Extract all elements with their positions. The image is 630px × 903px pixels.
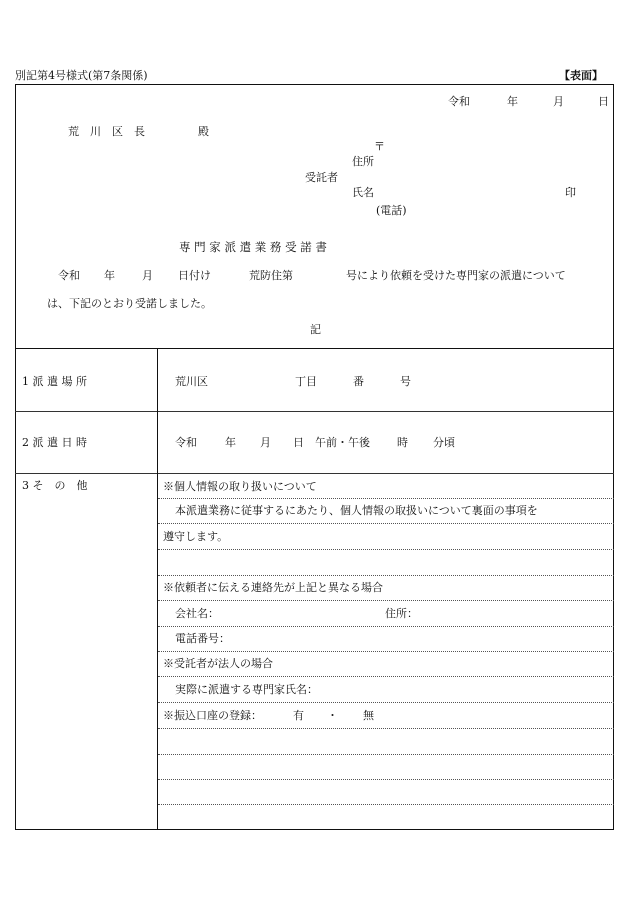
body-month: 月	[142, 269, 153, 282]
row-divider-1	[15, 411, 614, 412]
row-divider-2	[15, 473, 614, 474]
privacy-heading: ※個人情報の取り扱いについて	[163, 480, 317, 493]
form-frame	[15, 84, 614, 830]
dotted-rule	[158, 779, 614, 780]
datetime-month: 月	[260, 436, 271, 449]
contact-phone-label: 電話番号：	[175, 632, 230, 645]
place-label: 1 派 遣 場 所	[22, 375, 87, 388]
body-rest1: 号により依頼を受けた専門家の派遣について	[346, 269, 566, 282]
dotted-rule	[158, 754, 614, 755]
datetime-day: 日	[293, 436, 304, 449]
contractor-label: 受託者	[305, 171, 338, 184]
name-label: 氏名	[352, 186, 374, 199]
bank-label: ※振込口座の登録：	[163, 709, 262, 722]
body-year: 年	[104, 269, 115, 282]
date-era: 令和	[448, 95, 470, 108]
dotted-rule	[158, 498, 614, 499]
corp-heading: ※受託者が法人の場合	[163, 657, 273, 670]
dotted-rule	[158, 651, 614, 652]
document-title: 専 門 家 派 遣 業 務 受 諾 書	[179, 240, 327, 254]
contact-heading: ※依頼者に伝える連絡先が上記と異なる場合	[163, 581, 383, 594]
dotted-rule	[158, 728, 614, 729]
dotted-rule	[158, 676, 614, 677]
bank-dot: ・	[327, 709, 338, 722]
ki-mark: 記	[310, 323, 321, 336]
body-dated: 日付け	[178, 269, 211, 282]
datetime-label: 2 派 遣 日 時	[22, 436, 87, 449]
datetime-minute: 分頃	[433, 436, 455, 449]
phone-label: (電話)	[376, 204, 407, 217]
datetime-hour: 時	[397, 436, 408, 449]
column-divider	[157, 348, 158, 830]
seal-label: 印	[565, 186, 576, 199]
honorific: 殿	[198, 125, 209, 138]
other-label: 3 そ の 他	[22, 479, 88, 492]
datetime-ampm: 午前・午後	[315, 436, 370, 449]
bank-no: 無	[363, 709, 374, 722]
date-month: 月	[553, 95, 564, 108]
side-label: 【表面】	[559, 69, 603, 82]
place-ward: 荒川区	[175, 375, 208, 388]
addressee: 荒 川 区 長	[68, 125, 145, 138]
dotted-rule	[158, 523, 614, 524]
form-id: 別記第4号様式(第7条関係)	[15, 69, 148, 82]
postal-mark: 〒	[374, 140, 385, 153]
dotted-rule	[158, 804, 614, 805]
privacy-text1: 本派遣業務に従事するにあたり、個人情報の取扱いについて裏面の事項を	[175, 504, 538, 517]
company-label: 会社名：	[175, 607, 219, 620]
contact-address-label: 住所：	[385, 607, 418, 620]
dotted-rule	[158, 600, 614, 601]
table-top-line	[15, 348, 614, 349]
place-ban: 番	[353, 375, 364, 388]
body-ref: 荒防住第	[249, 269, 293, 282]
datetime-era: 令和	[175, 436, 197, 449]
privacy-text2: 遵守します。	[163, 530, 229, 543]
datetime-year: 年	[225, 436, 236, 449]
date-year: 年	[507, 95, 518, 108]
date-day: 日	[598, 95, 609, 108]
place-go: 号	[400, 375, 411, 388]
address-label: 住所	[352, 155, 374, 168]
body-era: 令和	[58, 269, 80, 282]
place-chome: 丁目	[295, 375, 317, 388]
expert-name-label: 実際に派遣する専門家氏名：	[175, 683, 318, 696]
dotted-rule	[158, 549, 614, 550]
bank-yes: 有	[293, 709, 304, 722]
dotted-rule	[158, 702, 614, 703]
dotted-rule	[158, 575, 614, 576]
dotted-rule	[158, 626, 614, 627]
body-rest2: は、下記のとおり受諾しました。	[47, 297, 212, 310]
